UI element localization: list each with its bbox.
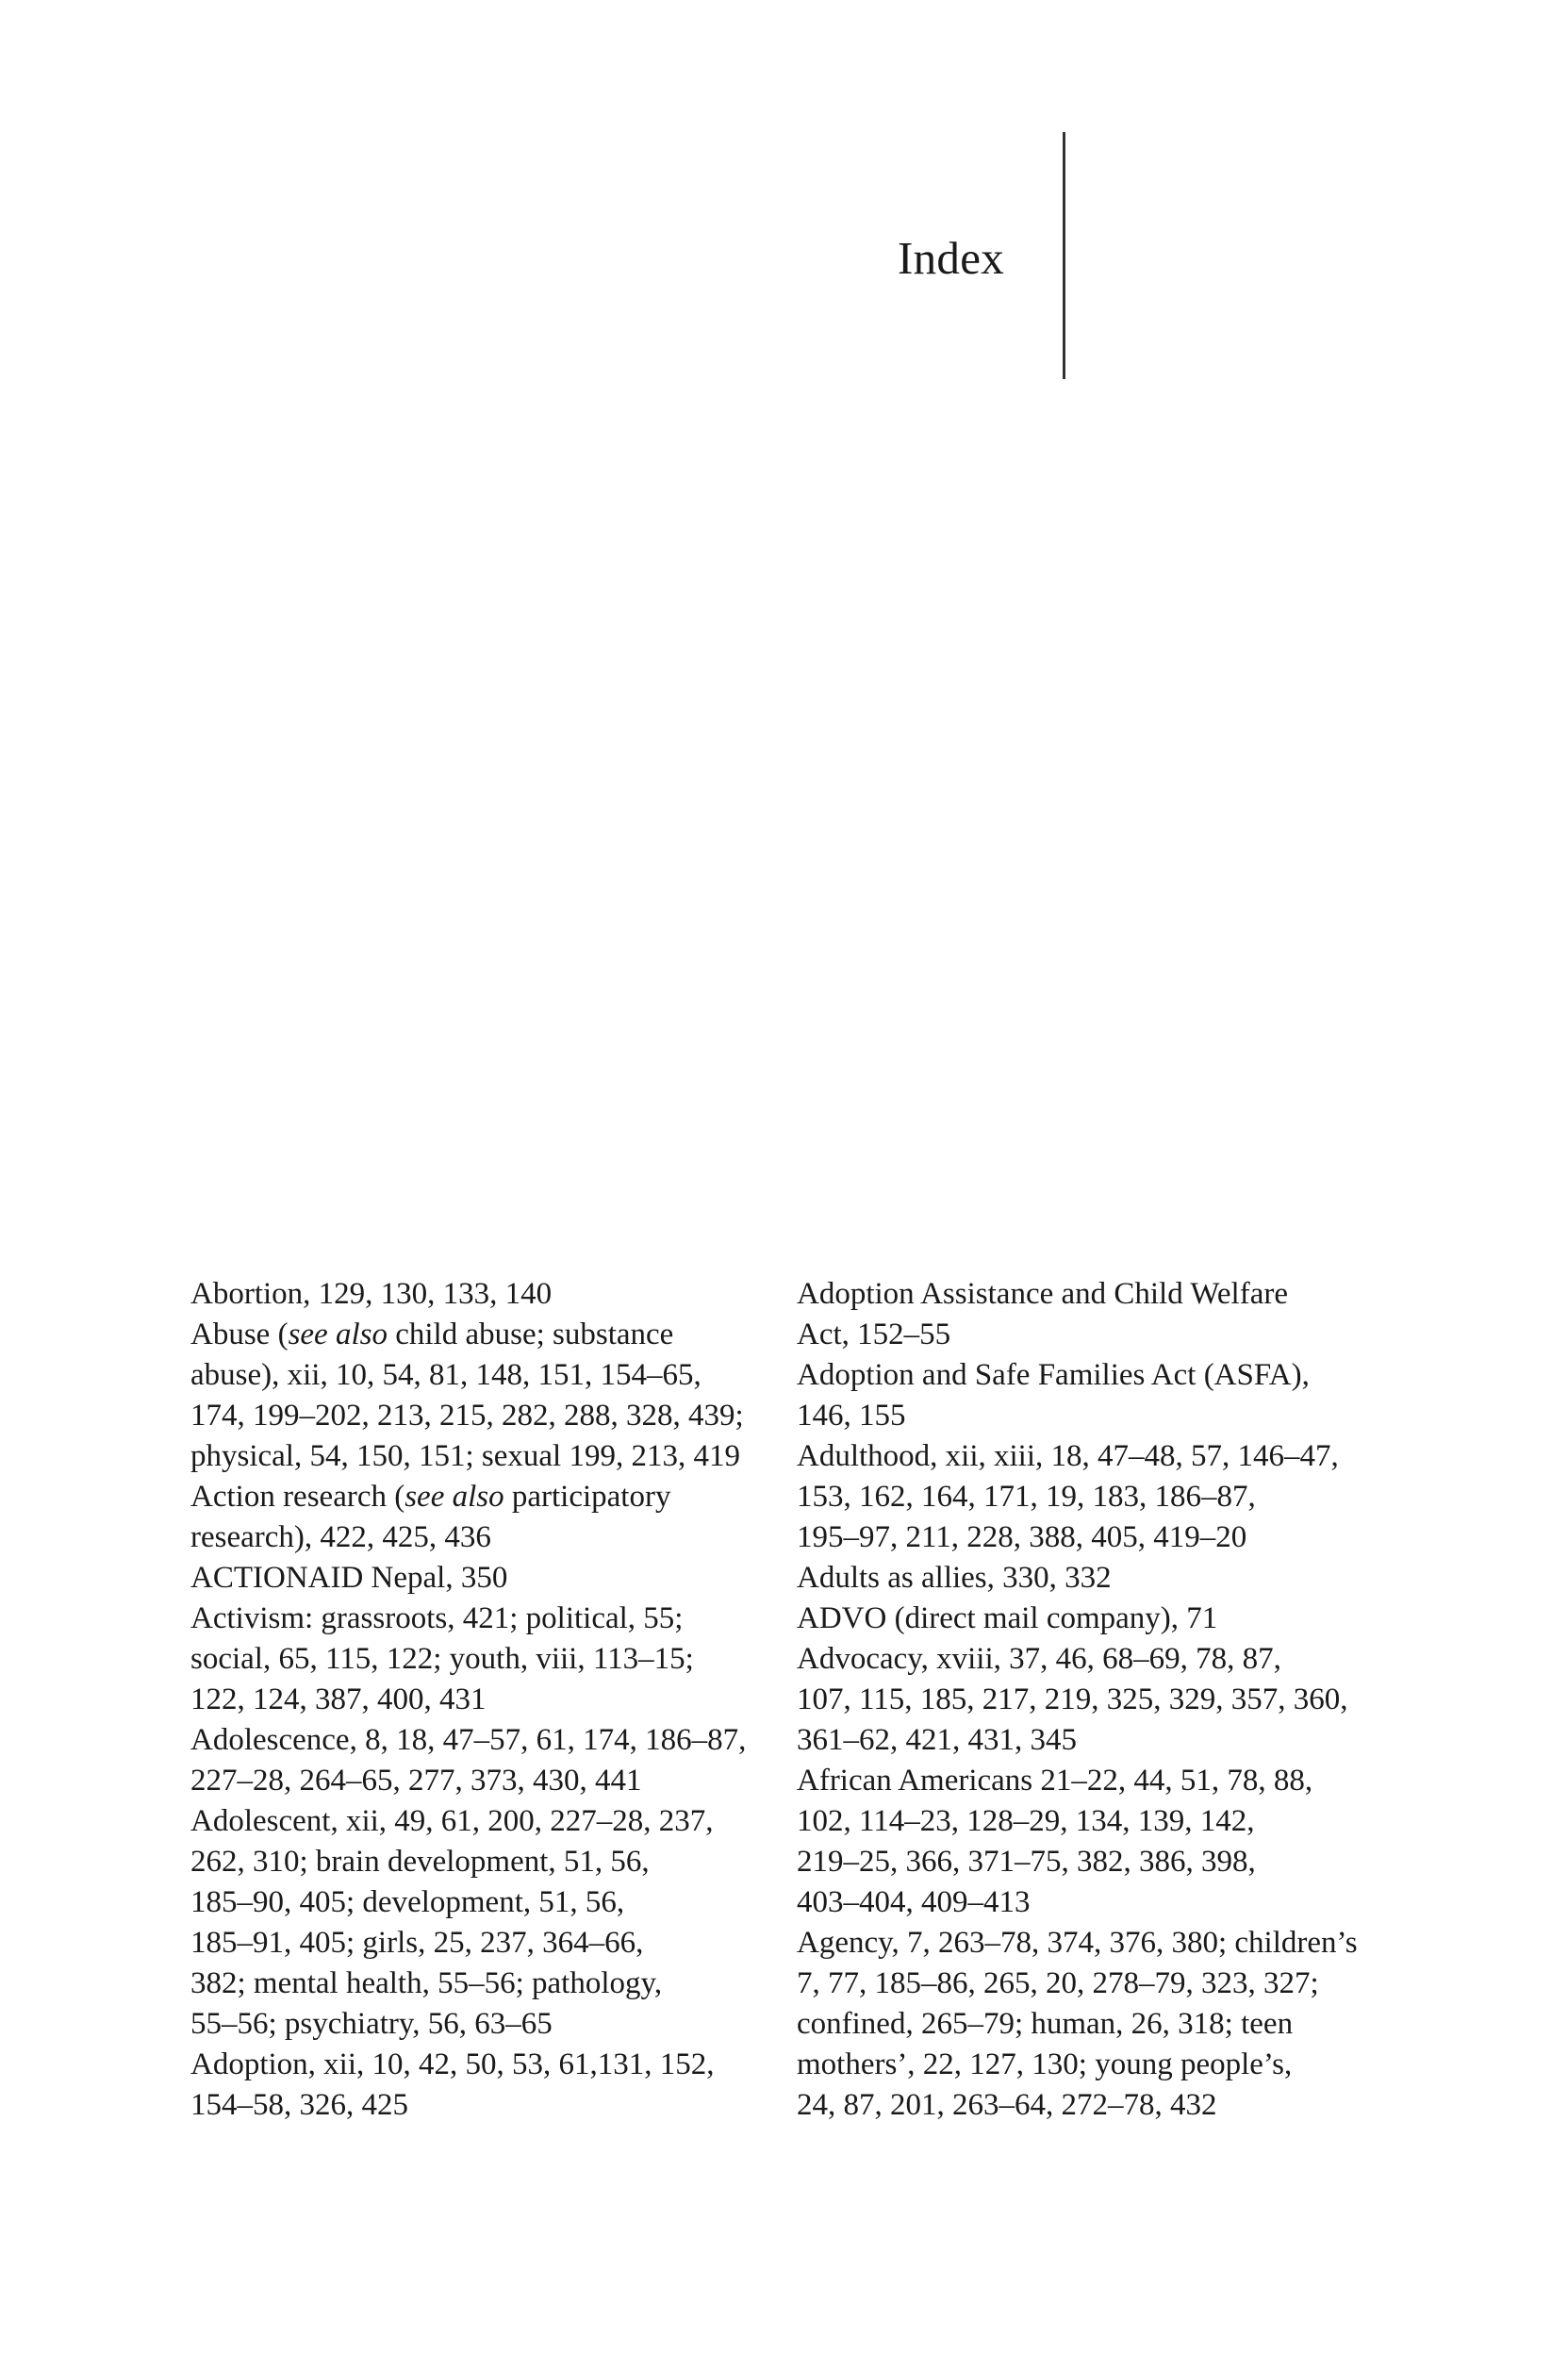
index-entry-continuation-line: 361–62, 421, 431, 345	[797, 1723, 1077, 1757]
see-also-reference: see also	[288, 1318, 388, 1351]
index-entry-heading-line: Abortion, 129, 130, 133, 140	[190, 1277, 553, 1311]
index-entry	[797, 1639, 1386, 1761]
index-entry	[190, 1558, 756, 1599]
index-entry-heading-line: Adoption Assistance and Child Welfare	[797, 1277, 1288, 1311]
index-column-left	[190, 1274, 756, 2126]
index-entry-heading-line: ACTIONAID Nepal, 350	[190, 1561, 508, 1595]
index-entry-continuation-line: 382; mental health, 55–56; pathology,	[190, 1966, 663, 2000]
index-entry-continuation-line: 154–58, 326, 425	[190, 2088, 408, 2122]
index-entry	[190, 1477, 756, 1558]
index-entry	[797, 1599, 1386, 1639]
index-entry-continuation-line: 185–90, 405; development, 51, 56,	[190, 1885, 625, 1919]
index-entry-heading-line: Activism: grassroots, 421; political, 55;	[190, 1601, 684, 1635]
page-title: Index	[898, 232, 1005, 284]
index-entry-continuation-line: 122, 124, 387, 400, 431	[190, 1682, 487, 1716]
index-entry-continuation-line: 55–56; psychiatry, 56, 63–65	[190, 2007, 553, 2041]
index-entry-heading-line: Agency, 7, 263–78, 374, 376, 380; children’s	[797, 1926, 1358, 1960]
index-entry-heading-line: Action research (see also participatory	[190, 1480, 671, 1514]
index-entry	[797, 1761, 1386, 1923]
index-entry	[190, 1315, 756, 1477]
index-entry	[797, 1436, 1386, 1558]
see-also-reference: see also	[404, 1480, 504, 1514]
index-entry-continuation-line: abuse), xii, 10, 54, 81, 148, 151, 154–65,	[190, 1358, 701, 1392]
index-entry-continuation-line: 403–404, 409–413	[797, 1885, 1031, 1919]
index-entry-continuation-line: 195–97, 211, 228, 388, 405, 419–20	[797, 1520, 1247, 1554]
index-entry	[797, 1558, 1386, 1599]
index-entry-continuation-line: confined, 265–79; human, 26, 318; teen	[797, 2007, 1294, 2041]
index-entry-continuation-line: physical, 54, 150, 151; sexual 199, 213, 419	[190, 1439, 740, 1473]
index-entry-heading-line: Adoption, xii, 10, 42, 50, 53, 61,131, 152,	[190, 2047, 715, 2081]
index-entry-continuation-line: 174, 199–202, 213, 215, 282, 288, 328, 439;	[190, 1399, 744, 1433]
index-entry	[797, 1923, 1386, 2126]
index-entry-continuation-line: 219–25, 366, 371–75, 382, 386, 398,	[797, 1845, 1256, 1879]
index-entry-continuation-line: 146, 155	[797, 1399, 906, 1433]
index-entry-continuation-line: mothers’, 22, 127, 130; young people’s,	[797, 2047, 1293, 2081]
index-entry	[190, 1801, 756, 2045]
index-entry-continuation-line: 7, 77, 185–86, 265, 20, 278–79, 323, 327;	[797, 1966, 1319, 2000]
index-entry-continuation-line: 102, 114–23, 128–29, 134, 139, 142,	[797, 1804, 1255, 1838]
index-entry-heading-line: ADVO (direct mail company), 71	[797, 1601, 1218, 1635]
index-entry-heading-line: Adoption and Safe Families Act (ASFA),	[797, 1358, 1310, 1392]
index-entry-heading-line: Abuse (see also child abuse; substance	[190, 1318, 674, 1351]
index-column-right	[797, 1274, 1386, 2126]
title-vertical-rule	[1063, 132, 1065, 379]
index-entry-heading-line: African Americans 21–22, 44, 51, 78, 88,	[797, 1764, 1313, 1798]
index-entry-continuation-line: 107, 115, 185, 217, 219, 325, 329, 357, 360,	[797, 1682, 1348, 1716]
index-entry-continuation-line: research), 422, 425, 436	[190, 1520, 491, 1554]
index-entry-heading-line: Adolescent, xii, 49, 61, 200, 227–28, 237,	[190, 1804, 714, 1838]
index-entry-heading-line: Advocacy, xviii, 37, 46, 68–69, 78, 87,	[797, 1642, 1281, 1676]
index-entry	[190, 1720, 756, 1801]
index-entry-continuation-line: 185–91, 405; girls, 25, 237, 364–66,	[190, 1926, 644, 1960]
index-entry-continuation-line: social, 65, 115, 122; youth, viii, 113–15;	[190, 1642, 694, 1676]
index-entry	[190, 2045, 756, 2126]
index-entry-heading-line: Adolescence, 8, 18, 47–57, 61, 174, 186–87,	[190, 1723, 747, 1757]
index-entry-continuation-line: 227–28, 264–65, 277, 373, 430, 441	[190, 1764, 642, 1798]
index-entry	[190, 1599, 756, 1720]
index-entry-heading-line: Adults as allies, 330, 332	[797, 1561, 1112, 1595]
index-entry	[797, 1274, 1386, 1355]
index-entry	[797, 1355, 1386, 1436]
index-entry-continuation-line: 24, 87, 201, 263–64, 272–78, 432	[797, 2088, 1217, 2122]
index-entry	[190, 1274, 756, 1315]
index-entry-heading-line: Adulthood, xii, xiii, 18, 47–48, 57, 146–47,	[797, 1439, 1339, 1473]
index-entry-continuation-line: Act, 152–55	[797, 1318, 951, 1351]
index-entry-continuation-line: 153, 162, 164, 171, 19, 183, 186–87,	[797, 1480, 1256, 1514]
index-entry-continuation-line: 262, 310; brain development, 51, 56,	[190, 1845, 650, 1879]
